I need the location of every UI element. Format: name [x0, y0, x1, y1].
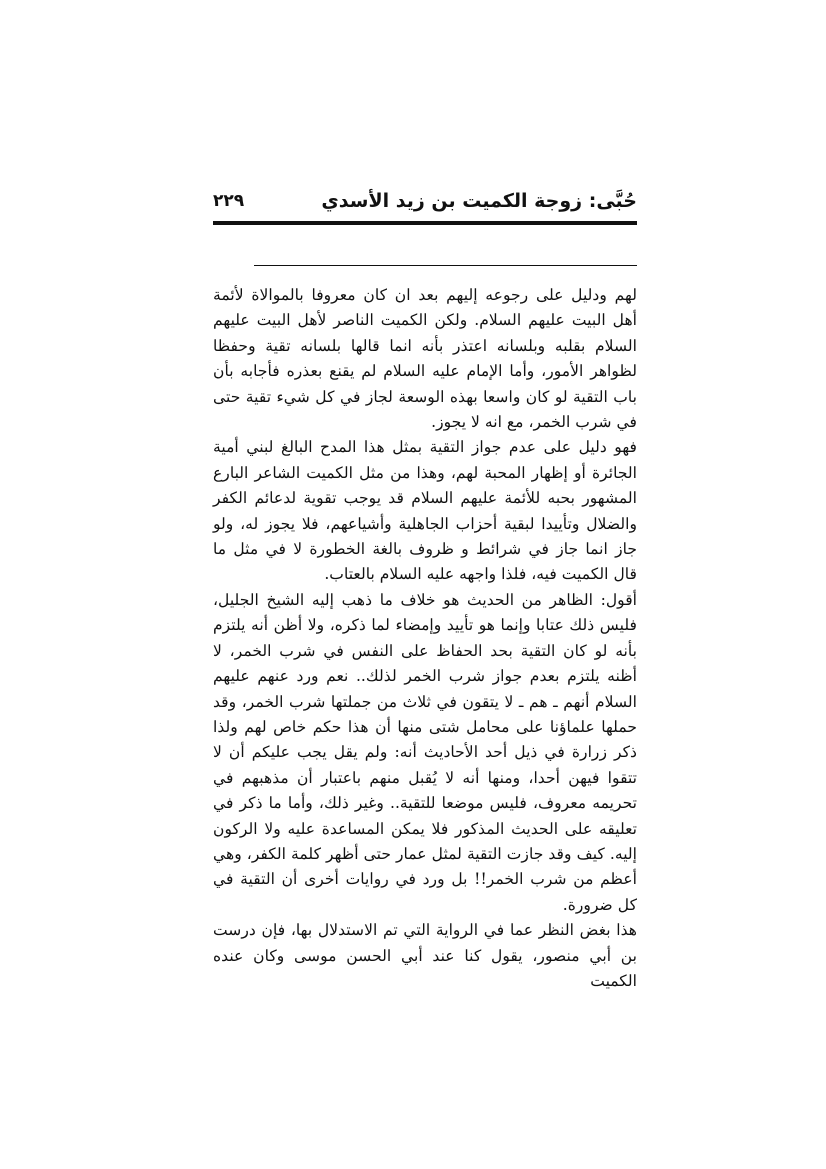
paragraph-2: فهو دليل على عدم جواز التقية بمثل هذا المدح البالغ لبني أمية الجائرة أو إظهار المحبة لهم، وهذا من مثل الكميت الشاعر البارع المشهور بحبه للأئمة عليهم السلام قد يوجب تقوية لدعائم الكفر والضلال وتأييدا لبقية أحزاب الجاهلية وأشياعهم، فلا يجوز له، ولو جاز انما جاز في شرائط و ظروف بالغة الخطورة لا في مثل ما قال الكميت فيه، فلذا واجهه عليه السلام بالعتاب.	[213, 438, 637, 584]
chapter-title: حُبَّى: زوجة الكميت بن زيد الأسدي	[321, 190, 637, 212]
paragraph-4: هذا بغض النظر عما في الرواية التي تم الاستدلال بها، فإن درست بن أبي منصور، يقول كنا عند أبي الحسن موسى وكان عنده الكميت	[213, 921, 637, 990]
running-header	[213, 188, 637, 218]
footnote-separator-rule	[254, 265, 637, 266]
paragraph-1: لهم ودليل على رجوعه إليهم بعد ان كان معروفا بالموالاة لأئمة أهل البيت عليهم السلام. ولكن الكميت الناصر لأهل البيت عليهم السلام بقلبه وبلسانه اعتذر بأنه انما قالها بلسانه تقية وحفظا لظواهر الأمور، وأما الإمام عليه السلام لم يقنع بعذره فأجابه بأن باب التقية لو كان واسعا بهذه الوسعة لجاز في كل شيء تقية حتى في شرب الخمر، مع انه لا يجوز.	[213, 286, 637, 432]
paragraph-3: أقول: الظاهر من الحديث هو خلاف ما ذهب إليه الشيخ الجليل، فليس ذلك عتابا وإنما هو تأييد وإمضاء لما ذكره، ولا أظن أنه يلتزم بأنه لو كان التقية بحد الحفاظ على النفس في شرب الخمر، لا أظنه يلتزم بعدم جواز شرب الخمر لذلك.. نعم ورد عنهم عليهم السلام أنهم ـ هم ـ لا يتقون في ثلاث من جملتها شرب الخمر، وقد حملها علماؤنا على محامل شتى منها أن هذا حكم خاص لهم ولذا ذكر زرارة في ذيل أحد الأحاديث أنه: ولم يقل يجب عليكم أن لا تتقوا فيهن أحدا، ومنها أنه لا يُقبل منهم باعتبار أن مذهبهم في تحريمه معروف، فليس موضعا للتقية.. وغير ذلك، وأما ما ذكر في تعليقه على الحديث المذكور فلا يمكن المساعدة عليه ولا الركون إليه. كيف وقد جازت التقية لمثل عمار حتى أظهر كلمة الكفر، وهي أعظم من شرب الخمر!! بل ورد في روايات أخرى أن التقية في كل ضرورة.	[213, 590, 637, 914]
header-rule	[213, 221, 637, 225]
body-text	[213, 283, 637, 994]
page-number: ٢٢٩	[213, 191, 245, 211]
